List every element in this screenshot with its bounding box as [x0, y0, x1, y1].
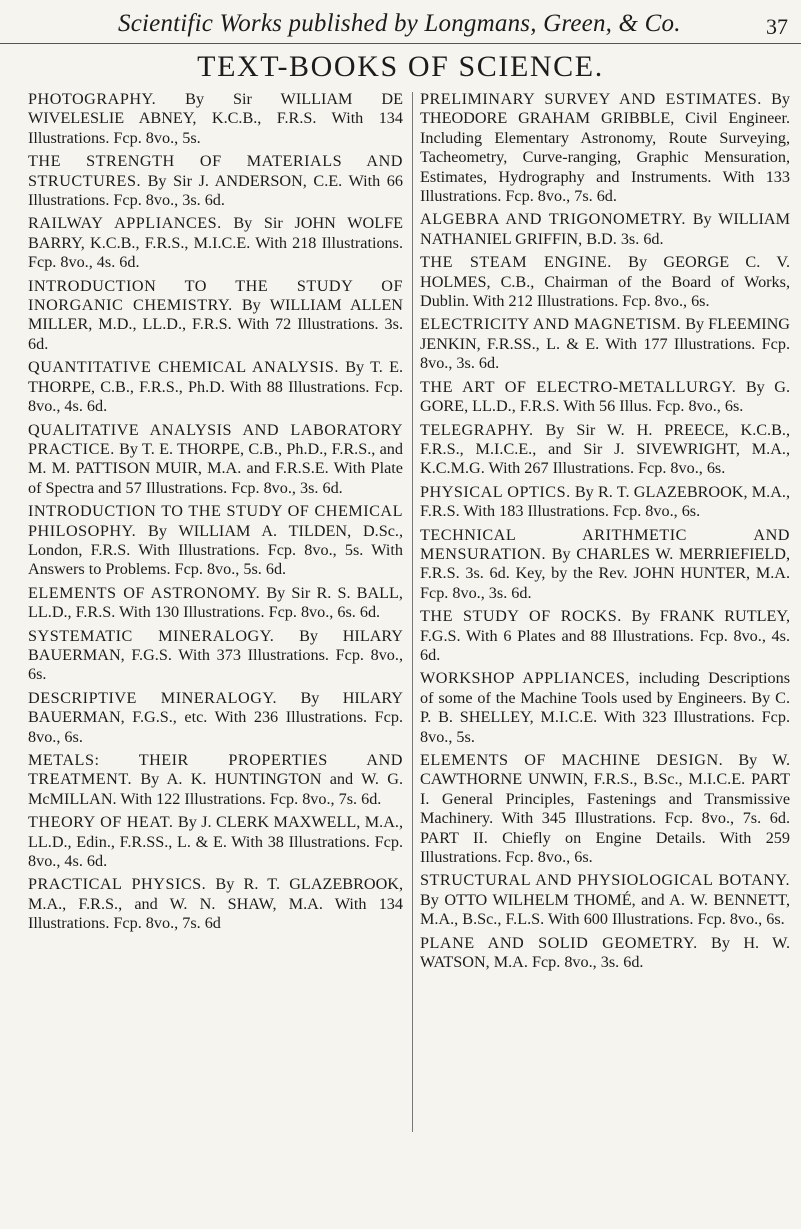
- book-details: By HILARY BAUERMAN, F.G.S. With 373 Illustrations. Fcp. 8vo., 6s.: [28, 626, 403, 684]
- book-entry: [28, 277, 403, 355]
- book-details: By GEORGE C. V. HOLMES, C.B., Chairman of the Board of Works, Dublin. With 212 Illustrations. Fcp. 8vo., 6s.: [420, 253, 790, 311]
- book-title: ALGEBRA AND TRIGONOMETRY.: [420, 210, 686, 229]
- book-details: By Sir WILLIAM DE WIVELESLIE ABNEY, K.C.B., F.R.S. With 134 Illustrations. Fcp. 8vo., 5s.: [28, 90, 403, 147]
- book-title: ELEMENTS OF MACHINE DESIGN.: [420, 751, 724, 769]
- page-number: 37: [766, 14, 788, 39]
- book-entry: [420, 871, 790, 929]
- book-details: By R. T. GLAZEBROOK, M.A., F.R.S. With 183 Illustrations. Fcp. 8vo., 6s.: [420, 482, 791, 521]
- book-title: TELEGRAPHY.: [420, 420, 534, 439]
- running-head: [0, 6, 801, 40]
- left-column: [28, 90, 403, 938]
- book-entry: [420, 934, 790, 973]
- book-title: TECHNICAL ARITHMETIC AND MENSURATION.: [420, 525, 790, 563]
- book-details: By Sir W. H. PREECE, K.C.B., F.R.S., M.I.C.E., and Sir J. SIVEWRIGHT, M.A., K.C.M.G. With 267 Illustrations. Fcp. 8vo., 6s.: [420, 420, 790, 478]
- book-entry: [420, 378, 790, 417]
- right-column: [420, 90, 790, 976]
- book-details: By FRANK RUTLEY, F.G.S. With 6 Plates and 88 Illustrations. Fcp. 8vo., 4s. 6d.: [420, 607, 791, 664]
- book-entry: [420, 526, 790, 604]
- book-entry: [28, 90, 403, 148]
- book-details: By R. T. GLAZEBROOK, M.A., F.R.S., and W. N. SHAW, M.A. With 134 Illustrations. Fcp. 8vo., 7s. 6d: [28, 875, 403, 933]
- book-details: By T. E. THORPE, C.B., F.R.S., Ph.D. With 88 Illustrations. Fcp. 8vo., 4s. 6d.: [28, 358, 404, 416]
- book-details: By HILARY BAUERMAN, F.G.S., etc. With 236 Illustrations. Fcp. 8vo., 6s.: [28, 688, 403, 746]
- book-entry: [420, 90, 790, 206]
- book-details: By G. GORE, LL.D., F.R.S. With 56 Illus. Fcp. 8vo., 6s.: [420, 377, 790, 416]
- book-title: THE ART OF ELECTRO-METALLURGY.: [420, 377, 737, 396]
- book-title: THE STUDY OF ROCKS.: [420, 607, 622, 626]
- book-entry: [420, 210, 790, 249]
- book-details: By WILLIAM ALLEN MILLER, M.D., LL.D., F.R.S. With 72 Illustrations. 3s. 6d.: [28, 296, 403, 353]
- book-entry: [420, 483, 790, 522]
- book-title: QUANTITATIVE CHEMICAL ANALYSIS.: [28, 358, 339, 377]
- book-details: By H. W. WATSON, M.A. Fcp. 8vo., 3s. 6d.: [420, 933, 790, 972]
- book-title: DESCRIPTIVE MINERALOGY.: [28, 688, 278, 707]
- book-entry: [420, 421, 790, 479]
- book-title: SYSTEMATIC MINERALOGY.: [28, 626, 275, 645]
- book-title: THE STEAM ENGINE.: [420, 253, 612, 272]
- book-title: THE STRENGTH OF MATERIALS AND STRUCTURES.: [28, 152, 403, 190]
- book-entry: [28, 875, 403, 933]
- book-entry: [28, 813, 403, 871]
- book-title: PRELIMINARY SURVEY AND ESTIMATES.: [420, 90, 762, 108]
- book-details: By Sir R. S. BALL, LL.D., F.R.S. With 130 Illustrations. Fcp. 8vo., 6s. 6d.: [28, 583, 403, 622]
- book-title: ELECTRICITY AND MAGNETISM.: [420, 315, 682, 334]
- book-details: By WILLIAM NATHANIEL GRIFFIN, B.D. 3s. 6d.: [420, 210, 790, 248]
- book-details: By FLEEMING JENKIN, F.R.SS., L. & E. With 177 Illustrations. Fcp. 8vo., 3s. 6d.: [420, 315, 790, 373]
- book-title: PHYSICAL OPTICS.: [420, 482, 571, 501]
- book-entry: [28, 421, 403, 499]
- running-title: Scientific Works published by Longmans, Green, & Co.: [118, 10, 681, 37]
- column-divider: [412, 92, 413, 1132]
- book-entry: [28, 689, 403, 747]
- book-entry: [420, 315, 790, 373]
- book-details: By J. CLERK MAXWELL, M.A., LL.D., Edin., F.R.SS., L. & E. With 38 Illustrations. Fcp. 8vo., 4s. 6d.: [28, 813, 403, 871]
- book-details: By A. K. HUNTINGTON and W. G. McMILLAN. With 122 Illustrations. Fcp. 8vo., 7s. 6d.: [28, 770, 403, 808]
- book-entry: [28, 152, 403, 210]
- book-title: THEORY OF HEAT.: [28, 813, 174, 832]
- book-entry: [420, 669, 790, 747]
- book-details: By Sir J. ANDERSON, C.E. With 66 Illustrations. Fcp. 8vo., 3s. 6d.: [28, 171, 403, 210]
- book-title: PRACTICAL PHYSICS.: [28, 875, 207, 894]
- book-entry: [28, 584, 403, 623]
- book-details: By THEODORE GRAHAM GRIBBLE, Civil Engineer. Including Elementary Astronomy, Route Surveying, Tacheometry, Curve-ranging, Graphic Mensuration, Estimates, Hydrography and Instruments. With 133 Illustrations. Fcp. 8vo., 7s. 6d.: [420, 90, 790, 206]
- book-entry: [28, 627, 403, 685]
- book-entry: [420, 253, 790, 311]
- book-details: including Descriptions of some of the Machine Tools used by Engineers. By C. P. B. SHELLEY, M.I.C.E. With 323 Illustrations. Fcp. 8vo., 5s.: [420, 669, 790, 746]
- book-title: QUALITATIVE ANALYSIS AND LABORATORY PRACTICE.: [28, 420, 403, 458]
- book-title: WORKSHOP APPLIANCES,: [420, 669, 630, 688]
- book-title: INTRODUCTION TO THE STUDY OF CHEMICAL PHILOSOPHY.: [28, 502, 403, 540]
- book-details: By W. CAWTHORNE UNWIN, F.R.S., B.Sc., M.I.C.E. PART I. General Principles, Fastenings and Transmissive Machinery. With 345 Illustrations. Fcp. 8vo., 7s. 6d. PART II. Chiefly on Engine Details. With 259 Illustrations. Fcp. 8vo., 6s.: [420, 751, 791, 867]
- book-title: STRUCTURAL AND PHYSIOLOGICAL BOTANY.: [420, 871, 790, 890]
- book-title: PHOTOGRAPHY.: [28, 90, 157, 108]
- book-title: ELEMENTS OF ASTRONOMY.: [28, 583, 261, 602]
- book-details: By Sir JOHN WOLFE BARRY, K.C.B., F.R.S., M.I.C.E. With 218 Illustrations. Fcp. 8vo., 4s. 6d.: [28, 214, 403, 272]
- book-title: PLANE AND SOLID GEOMETRY.: [420, 933, 698, 952]
- header-rule: [0, 43, 801, 44]
- book-details: By OTTO WILHELM THOMÉ, and A. W. BENNETT, M.A., B.Sc., F.L.S. With 600 Illustrations. Fcp. 8vo., 6s.: [420, 890, 790, 929]
- book-details: By WILLIAM A. TILDEN, D.Sc., London, F.R.S. With Illustrations. Fcp. 8vo., 5s. With Answers to Problems. Fcp. 8vo., 5s. 6d.: [28, 521, 403, 579]
- book-entry: [28, 214, 403, 272]
- book-entry: [28, 751, 403, 809]
- book-entry: [420, 607, 790, 665]
- book-entry: [420, 751, 790, 867]
- book-entry: [28, 358, 403, 416]
- section-heading: TEXT-BOOKS OF SCIENCE.: [197, 50, 604, 83]
- book-entry: [28, 502, 403, 580]
- book-title: METALS: THEIR PROPERTIES AND TREATMENT.: [28, 751, 403, 789]
- book-details: By CHARLES W. MERRIEFIELD, F.R.S. 3s. 6d. Key, by the Rev. JOHN HUNTER, M.A. Fcp. 8vo., 3s. 6d.: [420, 544, 790, 602]
- book-title: INTRODUCTION TO THE STUDY OF INORGANIC CHEMISTRY.: [28, 276, 403, 315]
- book-title: RAILWAY APPLIANCES.: [28, 214, 222, 233]
- book-details: By T. E. THORPE, C.B., Ph.D., F.R.S., and M. M. PATTISON MUIR, M.A. and F.R.S.E. With Plate of Spectra and 57 Illustrations. Fcp. 8vo., 3s. 6d.: [28, 439, 403, 497]
